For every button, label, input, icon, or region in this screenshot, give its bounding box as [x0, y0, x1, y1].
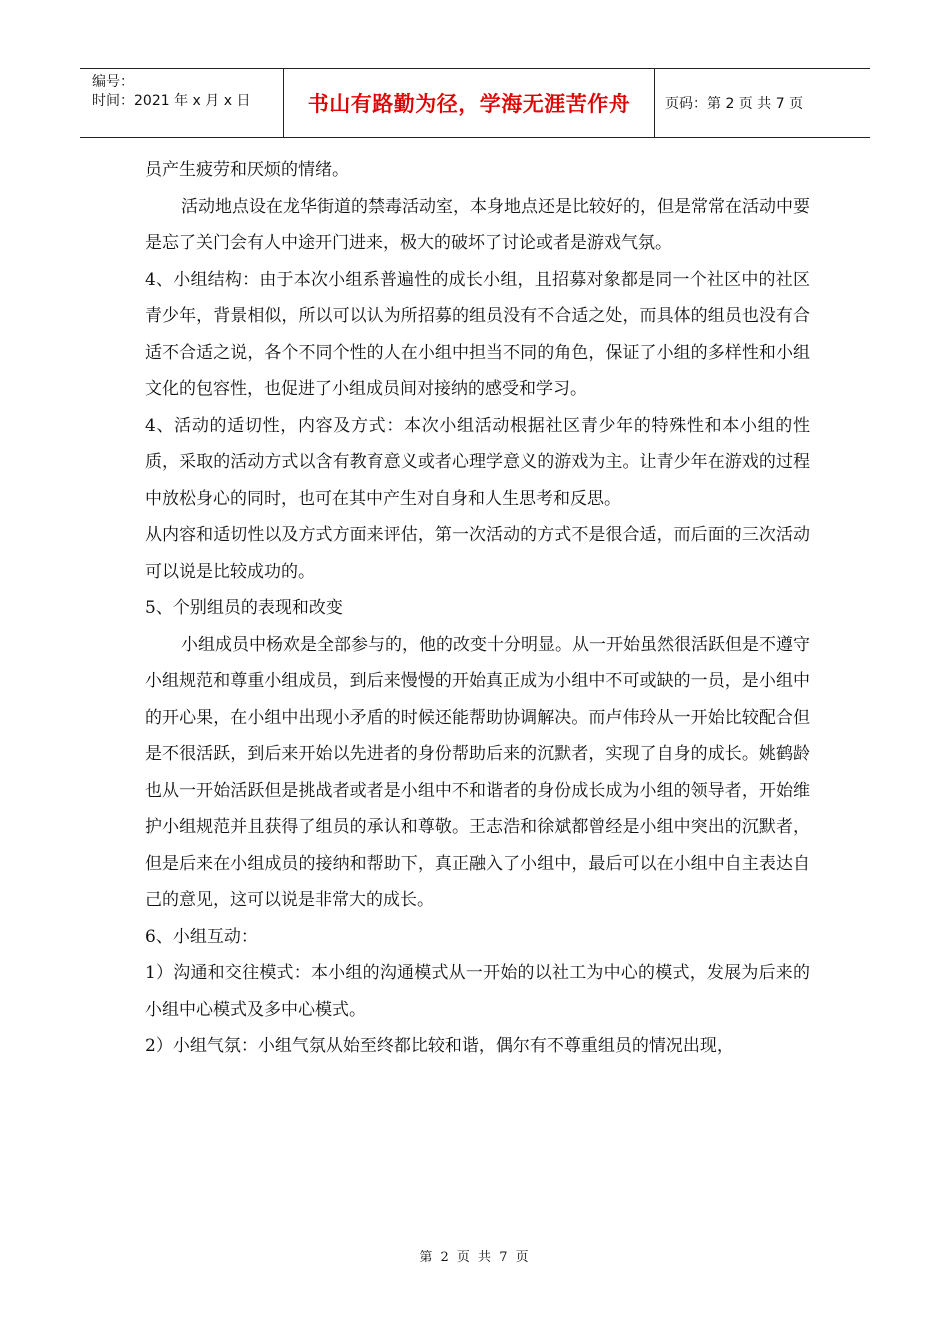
time-label: 时间：2021 年 x 月 x 日	[92, 93, 251, 109]
motto-text: 书山有路勤为径，学海无涯苦作舟	[307, 92, 631, 116]
number-label: 编号：	[92, 74, 134, 90]
page-footer: 第 2 页 共 7 页	[419, 1250, 531, 1265]
paragraph: 1）沟通和交往模式：本小组的沟通模式从一开始的以社工为中心的模式，发展为后来的小组中心模式及多中心模式。	[145, 963, 810, 1020]
section-heading: 5、个别组员的表现和改变	[145, 598, 343, 618]
paragraph: 4、小组结构：由于本次小组系普遍性的成长小组，且招募对象都是同一个社区中的社区青少年，背景相似，所以可以认为所招募的组员没有不合适之处，而具体的组员也没有合适不合适之说，各个不同个性的人在小组中担当不同的角色，保证了小组的多样性和小组文化的包容性，也促进了小组成员间对接纳的感受和学习。	[145, 269, 810, 399]
paragraph: 小组成员中杨欢是全部参与的，他的改变十分明显。从一开始虽然很活跃但是不遵守小组规范和尊重小组成员，到后来慢慢的开始真正成为小组中不可或缺的一员，是小组中的开心果，在小组中出现小矛盾的时候还能帮助协调解决。而卢伟玲从一开始比较配合但是不很活跃，到后来开始以先进者的身份帮助后来的沉默者，实现了自身的成长。姚鹤龄也从一开始活跃但是挑战者或者是小组中不和谐者的身份成长成为小组的领导者，开始维护小组规范并且获得了组员的承认和尊敬。王志浩和徐斌都曾经是小组中突出的沉默者，但是后来在小组成员的接纳和帮助下，真正融入了小组中，最后可以在小组中自主表达自己的意见，这可以说是非常大的成长。	[145, 634, 810, 910]
paragraph: 2）小组气氛：小组气氛从始至终都比较和谐，偶尔有不尊重组员的情况出现，	[145, 1036, 734, 1056]
section-heading: 6、小组互动：	[145, 926, 258, 947]
paragraph: 从内容和适切性以及方式方面来评估，第一次活动的方式不是很合适，而后面的三次活动可以说是比较成功的。	[145, 525, 810, 582]
paragraph: 活动地点设在龙华街道的禁毒活动室，本身地点还是比较好的，但是常常在活动中要是忘了关门会有人中途开门进来，极大的破坏了讨论或者是游戏气氛。	[145, 196, 810, 253]
header-motto-cell	[283, 69, 655, 137]
document-header	[80, 68, 870, 138]
document-body	[145, 152, 810, 1065]
header-meta	[80, 69, 283, 137]
page-info: 页码：第 2 页 共 7 页	[665, 96, 804, 112]
paragraph: 员产生疲劳和厌烦的情绪。	[145, 160, 349, 180]
header-page-info-cell	[655, 69, 870, 137]
paragraph: 4、活动的适切性，内容及方式：本次小组活动根据社区青少年的特殊性和本小组的性质，采取的活动方式以含有教育意义或者心理学意义的游戏为主。让青少年在游戏的过程中放松身心的同时，也可在其中产生对自身和人生思考和反思。	[145, 415, 810, 509]
